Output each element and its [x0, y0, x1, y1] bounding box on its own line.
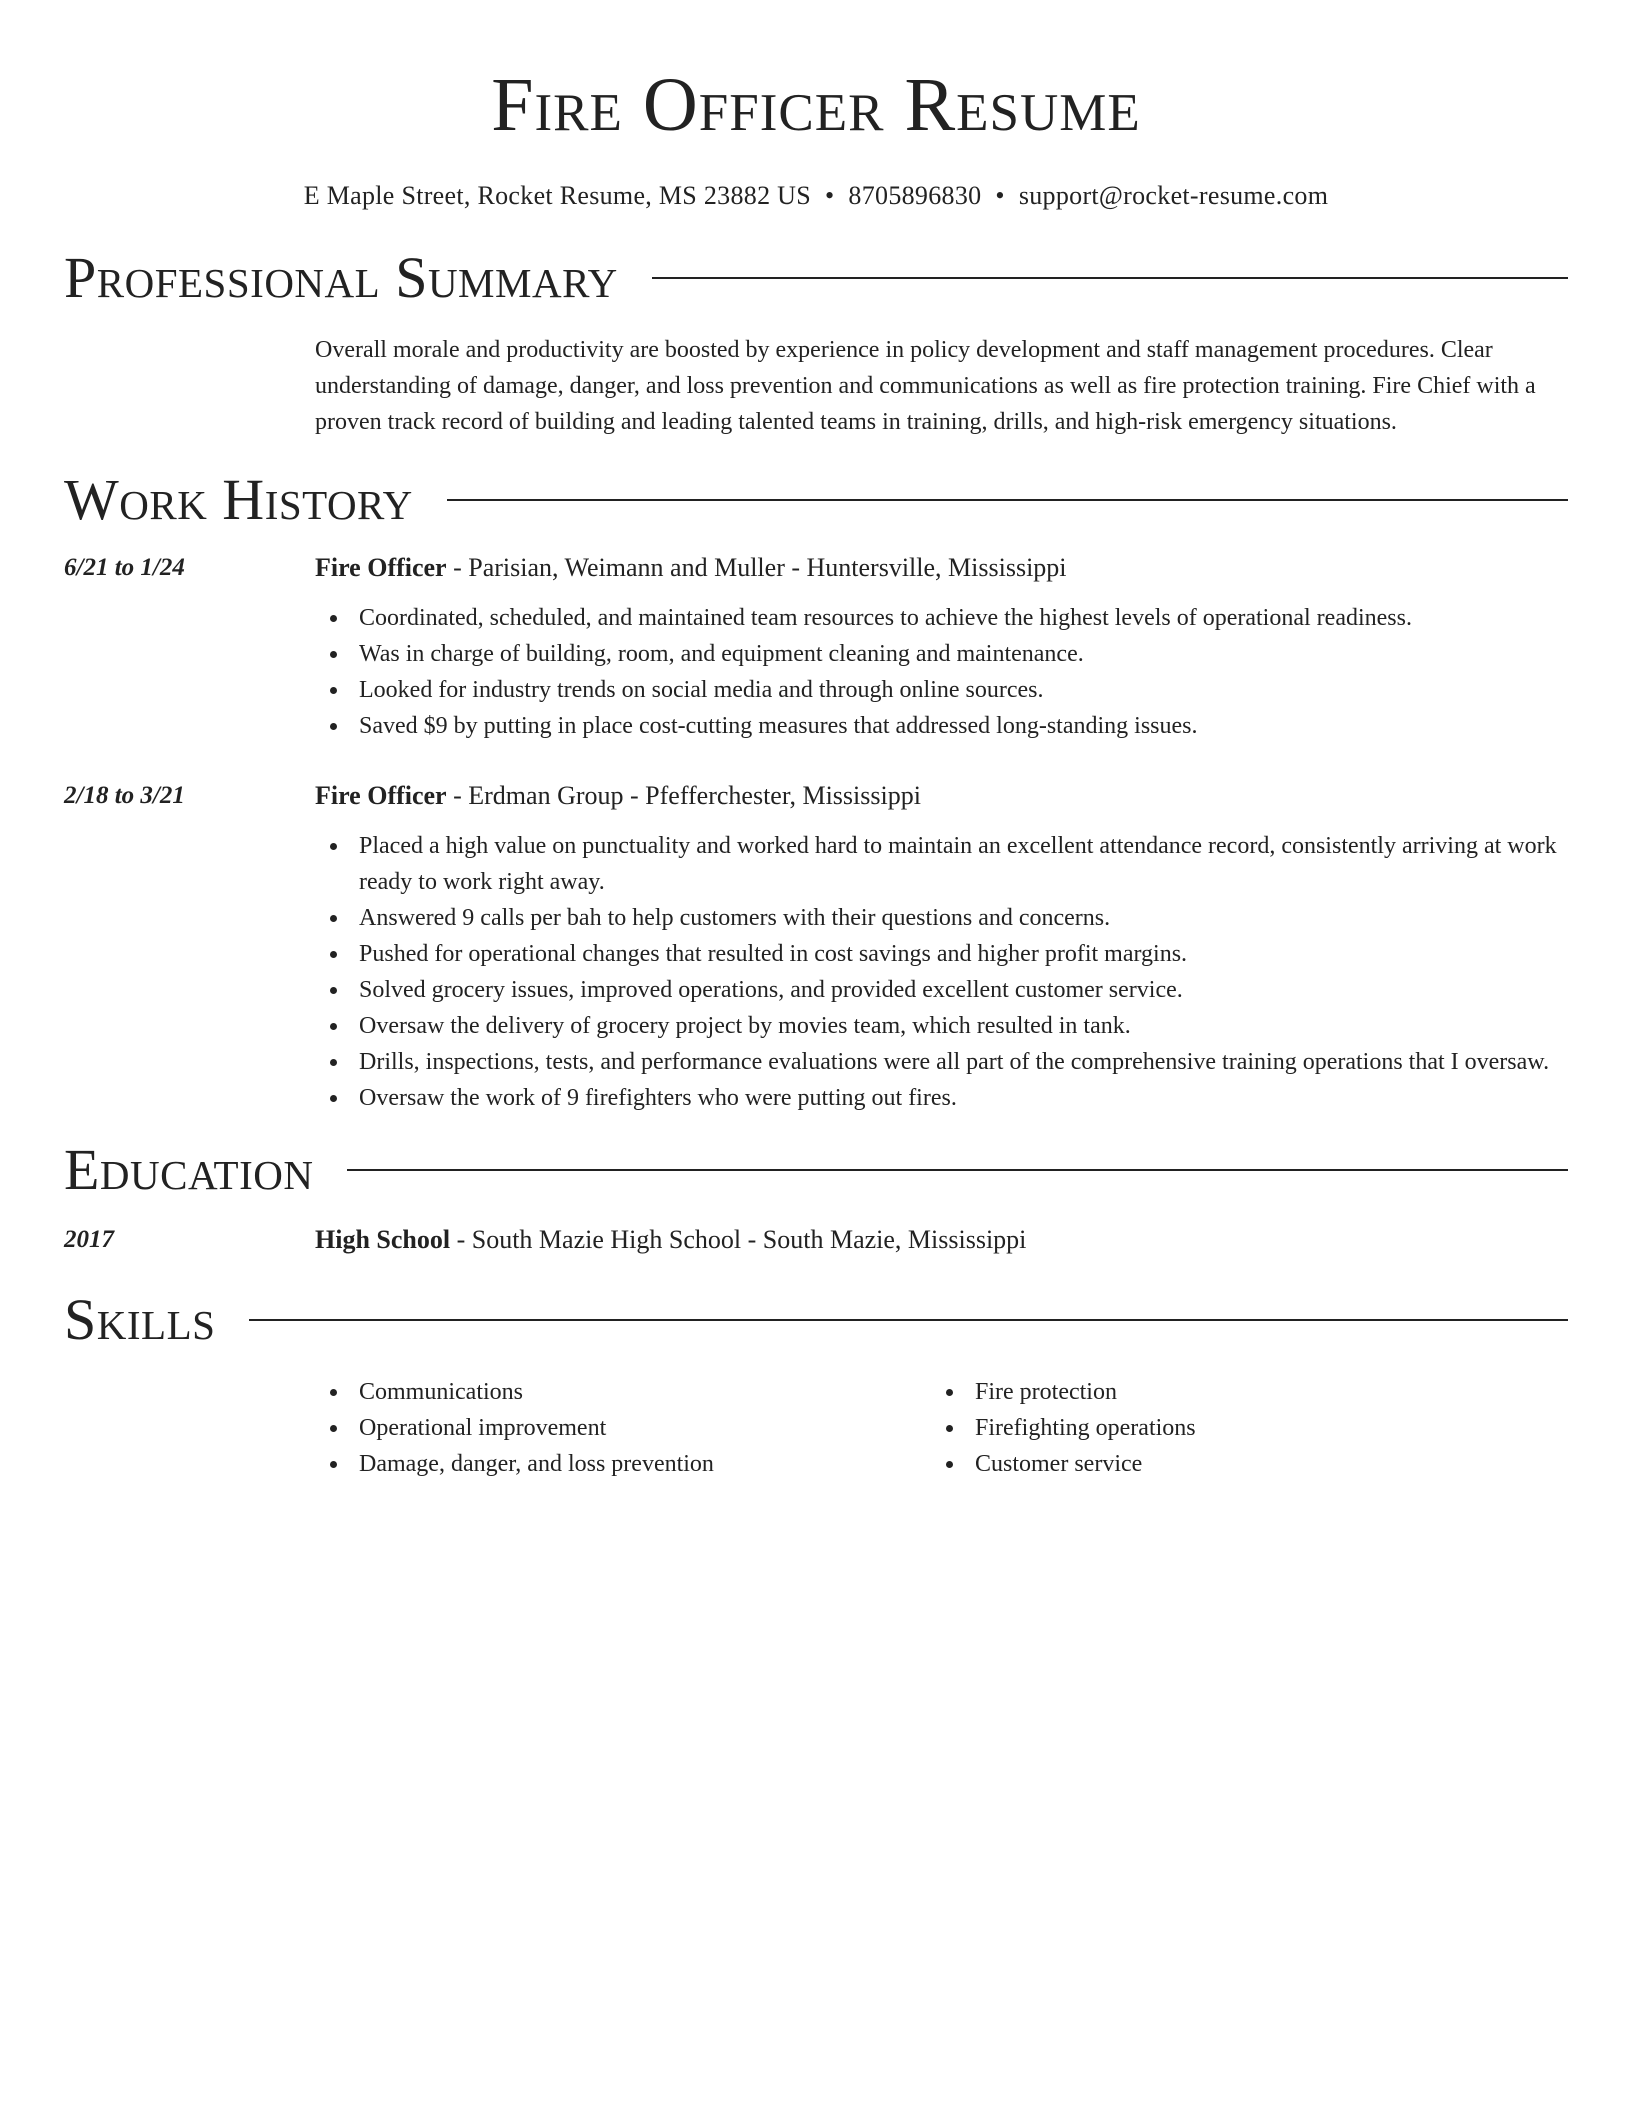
work-section-header [64, 468, 1568, 532]
job-title: Fire Officer [315, 553, 447, 582]
job-bullet: Coordinated, scheduled, and maintained team resources to achieve the highest levels of operational readiness. [315, 600, 1568, 636]
job-bullet: Saved $9 by putting in place cost-cutting measures that addressed long-standing issues. [315, 708, 1568, 744]
job-dates: 2/18 to 3/21 [64, 782, 185, 809]
resume-title: Fire Officer Resume [491, 63, 1141, 147]
summary-text: Overall morale and productivity are boosted by experience in policy development and staff management procedures. Clear understanding of damage, danger, and loss prevention and communications as well as fire protection training. Fire Chief with a proven track record of building and leading talented teams in training, drills, and high-risk emergency situations. [315, 337, 1536, 435]
education-section-header [64, 1138, 1568, 1202]
summary-row [64, 332, 1568, 440]
job-employer: - Parisian, Weimann and Muller - Huntersville, Mississippi [446, 553, 1067, 582]
skill-item: Communications [315, 1374, 931, 1410]
section-divider [347, 1169, 1568, 1171]
skills-content [315, 1352, 1568, 1482]
job-bullet: Answered 9 calls per bah to help customers with their questions and concerns. [315, 900, 1568, 936]
job-bullets [315, 828, 1568, 1116]
education-year: 2017 [64, 1226, 114, 1253]
job-bullet: Solved grocery issues, improved operations, and provided excellent customer service. [315, 972, 1568, 1008]
job-content [315, 550, 1568, 744]
job-header [315, 550, 1568, 586]
contact-email: support@rocket-resume.com [1018, 181, 1329, 210]
education-details [315, 1222, 1568, 1258]
resume-page [64, 0, 1568, 1482]
separator-dot: • [825, 181, 835, 210]
skills-row [64, 1352, 1568, 1482]
job-bullet: Oversaw the delivery of grocery project by movies team, which resulted in tank. [315, 1008, 1568, 1044]
contact-phone: 8705896830 [848, 181, 982, 210]
skill-item: Damage, danger, and loss prevention [315, 1446, 931, 1482]
skill-item: Firefighting operations [931, 1410, 1547, 1446]
summary-section-header [64, 246, 1568, 310]
job-content [315, 778, 1568, 1116]
contact-line [64, 180, 1568, 212]
skills-section-header [64, 1288, 1568, 1352]
skills-column-1 [315, 1374, 931, 1482]
work-heading: Work History [64, 467, 413, 532]
contact-address: E Maple Street, Rocket Resume, MS 23882 US [303, 181, 812, 210]
section-divider [652, 277, 1568, 279]
job-bullet: Pushed for operational changes that resulted in cost savings and higher profit margins. [315, 936, 1568, 972]
job-entry [64, 550, 1568, 744]
skill-item: Fire protection [931, 1374, 1547, 1410]
education-entry [64, 1222, 1568, 1258]
skill-item: Customer service [931, 1446, 1547, 1482]
education-school: - South Mazie High School - South Mazie, Mississippi [450, 1225, 1027, 1254]
skills-grid [315, 1374, 1568, 1482]
job-bullet: Drills, inspections, tests, and performance evaluations were all part of the comprehensive training operations that I oversaw. [315, 1044, 1568, 1080]
job-bullet: Placed a high value on punctuality and worked hard to maintain an excellent attendance record, consistently arriving at work ready to work right away. [315, 828, 1568, 900]
skills-heading: Skills [64, 1287, 216, 1352]
section-divider [447, 499, 1568, 501]
job-bullet: Was in charge of building, room, and equipment cleaning and maintenance. [315, 636, 1568, 672]
job-bullet: Looked for industry trends on social media and through online sources. [315, 672, 1568, 708]
section-divider [249, 1319, 1568, 1321]
job-employer: - Erdman Group - Pfefferchester, Mississippi [446, 781, 921, 810]
job-title: Fire Officer [315, 781, 447, 810]
skill-item: Operational improvement [315, 1410, 931, 1446]
summary-heading: Professional Summary [64, 245, 618, 310]
job-entry [64, 778, 1568, 1116]
education-degree: High School [315, 1225, 451, 1254]
education-heading: Education [64, 1137, 314, 1202]
job-header [315, 778, 1568, 814]
job-dates: 6/21 to 1/24 [64, 554, 185, 581]
job-bullet: Oversaw the work of 9 firefighters who were putting out fires. [315, 1080, 1568, 1116]
separator-dot: • [995, 181, 1005, 210]
skills-column-2 [931, 1374, 1547, 1482]
job-bullets [315, 600, 1568, 744]
